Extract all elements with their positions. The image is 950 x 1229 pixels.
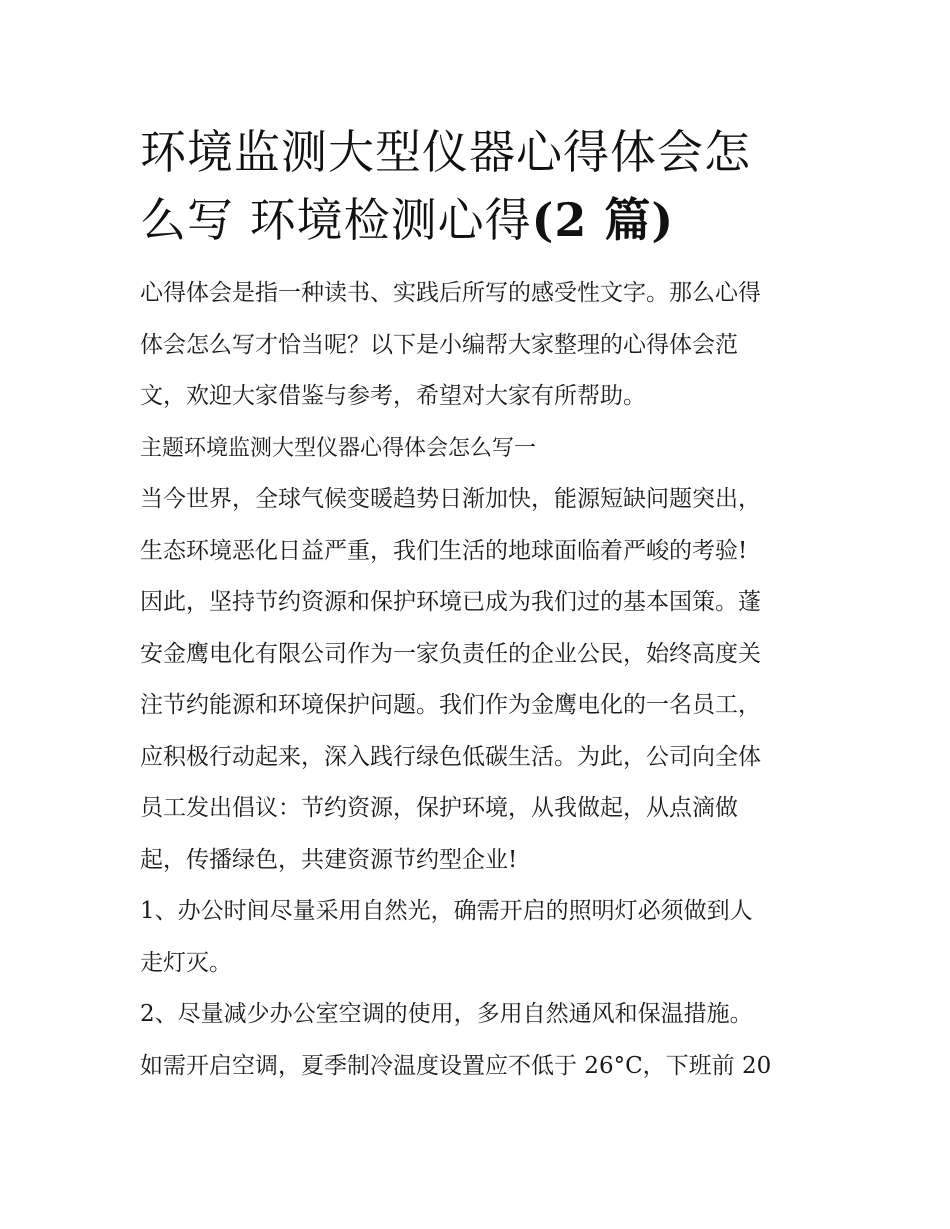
document-content: [140, 118, 820, 1092]
title-count: (2 篇): [531, 193, 675, 247]
list-item-1-line: 走灯灭。: [140, 949, 232, 976]
paragraph-line: 安金鹰电化有限公司作为一家负责任的企业公民，始终高度关: [140, 640, 761, 667]
document-body: [140, 268, 820, 1092]
list-item-2-line: 2、尽量减少办公室空调的使用，多用自然通风和保温措施。: [140, 1001, 753, 1027]
list-item-1-line: 1、办公时间尽量采用自然光，确需开启的照明灯必须做到人: [140, 898, 753, 924]
title-line-2-text: 么写 环境检测心得: [140, 193, 532, 247]
paragraph-line: 应积极行动起来，深入践行绿色低碳生活。为此，公司向全体: [140, 743, 761, 770]
paragraph-line: 起，传播绿色，共建资源节约型企业!: [140, 846, 518, 873]
intro-line: 体会怎么写才恰当呢？以下是小编帮大家整理的心得体会范: [140, 331, 738, 358]
section-heading: 主题环境监测大型仪器心得体会怎么写一: [140, 435, 537, 461]
paragraph-line: 当今世界，全球气候变暖趋势日渐加快，能源短缺问题突出，: [140, 486, 761, 512]
title-line-1: 环境监测大型仪器心得体会怎: [140, 125, 751, 179]
intro-line: 心得体会是指一种读书、实践后所写的感受性文字。那么心得: [140, 280, 761, 306]
document-title: [140, 118, 820, 254]
paragraph-line: 因此，坚持节约资源和保护环境已成为我们过的基本国策。蓬: [140, 589, 761, 615]
paragraph-line: 注节约能源和环境保护问题。我们作为金鹰电化的一名员工，: [140, 692, 761, 718]
list-item-2-line: 如需开启空调，夏季制冷温度设置应不低于 26°C，下班前 20: [140, 1052, 772, 1079]
paragraph-line: 员工发出倡议：节约资源，保护环境，从我做起，从点滴做: [140, 795, 738, 821]
paragraph-line: 生态环境恶化日益严重，我们生活的地球面临着严峻的考验!: [140, 537, 748, 564]
intro-line: 文，欢迎大家借鉴与参考，希望对大家有所帮助。: [140, 383, 646, 409]
title-line-2: [140, 186, 820, 254]
